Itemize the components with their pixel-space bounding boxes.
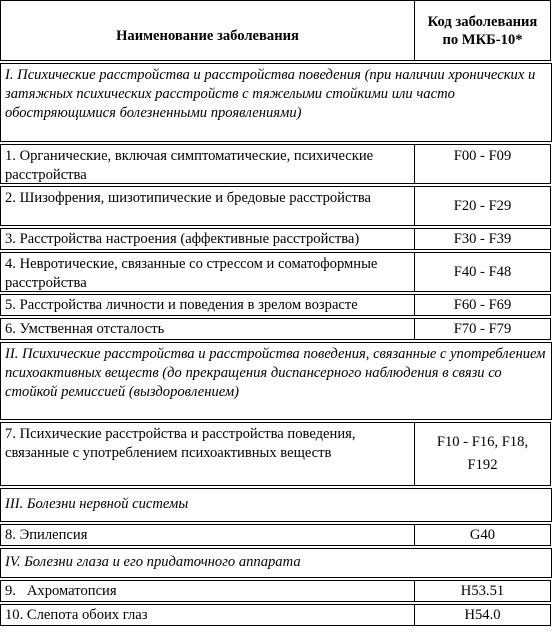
- table-row: [0, 318, 552, 340]
- disease-code-cell: H53.51: [414, 580, 551, 602]
- disease-name-cell: 10. Слепота обоих глаз: [0, 604, 415, 626]
- section-row: [0, 548, 552, 578]
- section-heading: II. Психические расстройства и расстройства поведения, связанные с употреблением психоактивных веществ (до прекращения диспансерного наблюдения в связи со стойкой ремиссией (выздоровлением): [0, 342, 552, 420]
- disease-name-cell: 8. Эпилепсия: [0, 524, 415, 546]
- disease-name-cell: 5. Расстройства личности и поведения в зрелом возрасте: [0, 294, 415, 316]
- disease-name-cell: 4. Невротические, связанные со стрессом и соматоформные расстройства: [0, 252, 415, 292]
- disease-name-cell: 3. Расстройства настроения (аффективные расстройства): [0, 228, 415, 250]
- disease-code-cell: F10 - F16, F18, F192: [414, 422, 551, 486]
- disease-code-cell: F70 - F79: [414, 318, 551, 340]
- header-code-cell: [414, 0, 551, 61]
- table-row: [0, 524, 552, 546]
- section-row: [0, 63, 552, 142]
- header-name-cell: Наименование заболевания: [0, 0, 415, 61]
- disease-code-cell: F30 - F39: [414, 228, 551, 250]
- disease-name-cell: 9. Ахроматопсия: [0, 580, 415, 602]
- disease-name-cell: 1. Органические, включая симптоматические, психические расстройства: [0, 144, 415, 184]
- section-row: [0, 342, 552, 420]
- section-row: [0, 488, 552, 522]
- disease-name-cell: 2. Шизофрения, шизотипические и бредовые расстройства: [0, 186, 415, 226]
- section-heading: III. Болезни нервной системы: [0, 488, 552, 522]
- table-row: [0, 604, 552, 626]
- section-heading: I. Психические расстройства и расстройства поведения (при наличии хронических и затяжных психических расстройств с тяжелыми стойкими или часто обостряющимися болезненными проявлениями): [0, 63, 552, 142]
- table-row: [0, 252, 552, 292]
- disease-code-cell: F20 - F29: [414, 186, 551, 226]
- disease-code-cell: F40 - F48: [414, 252, 551, 292]
- header-code-label: Код заболевания по МКБ-10*: [427, 13, 538, 48]
- disease-code-cell: H54.0: [414, 604, 551, 626]
- table-row: [0, 422, 552, 486]
- table-row: [0, 580, 552, 602]
- table-header-row: [0, 0, 552, 61]
- disease-code-cell: F60 - F69: [414, 294, 551, 316]
- table-row: [0, 144, 552, 184]
- disease-code-cell: F00 - F09: [414, 144, 551, 184]
- disease-name-cell: 7. Психические расстройства и расстройства поведения, связанные с употреблением психоактивных веществ: [0, 422, 415, 486]
- disease-code-cell: G40: [414, 524, 551, 546]
- disease-name-cell: 6. Умственная отсталость: [0, 318, 415, 340]
- table-row: [0, 228, 552, 250]
- section-heading: IV. Болезни глаза и его придаточного аппарата: [0, 548, 552, 578]
- table-row: [0, 294, 552, 316]
- table-row: [0, 186, 552, 226]
